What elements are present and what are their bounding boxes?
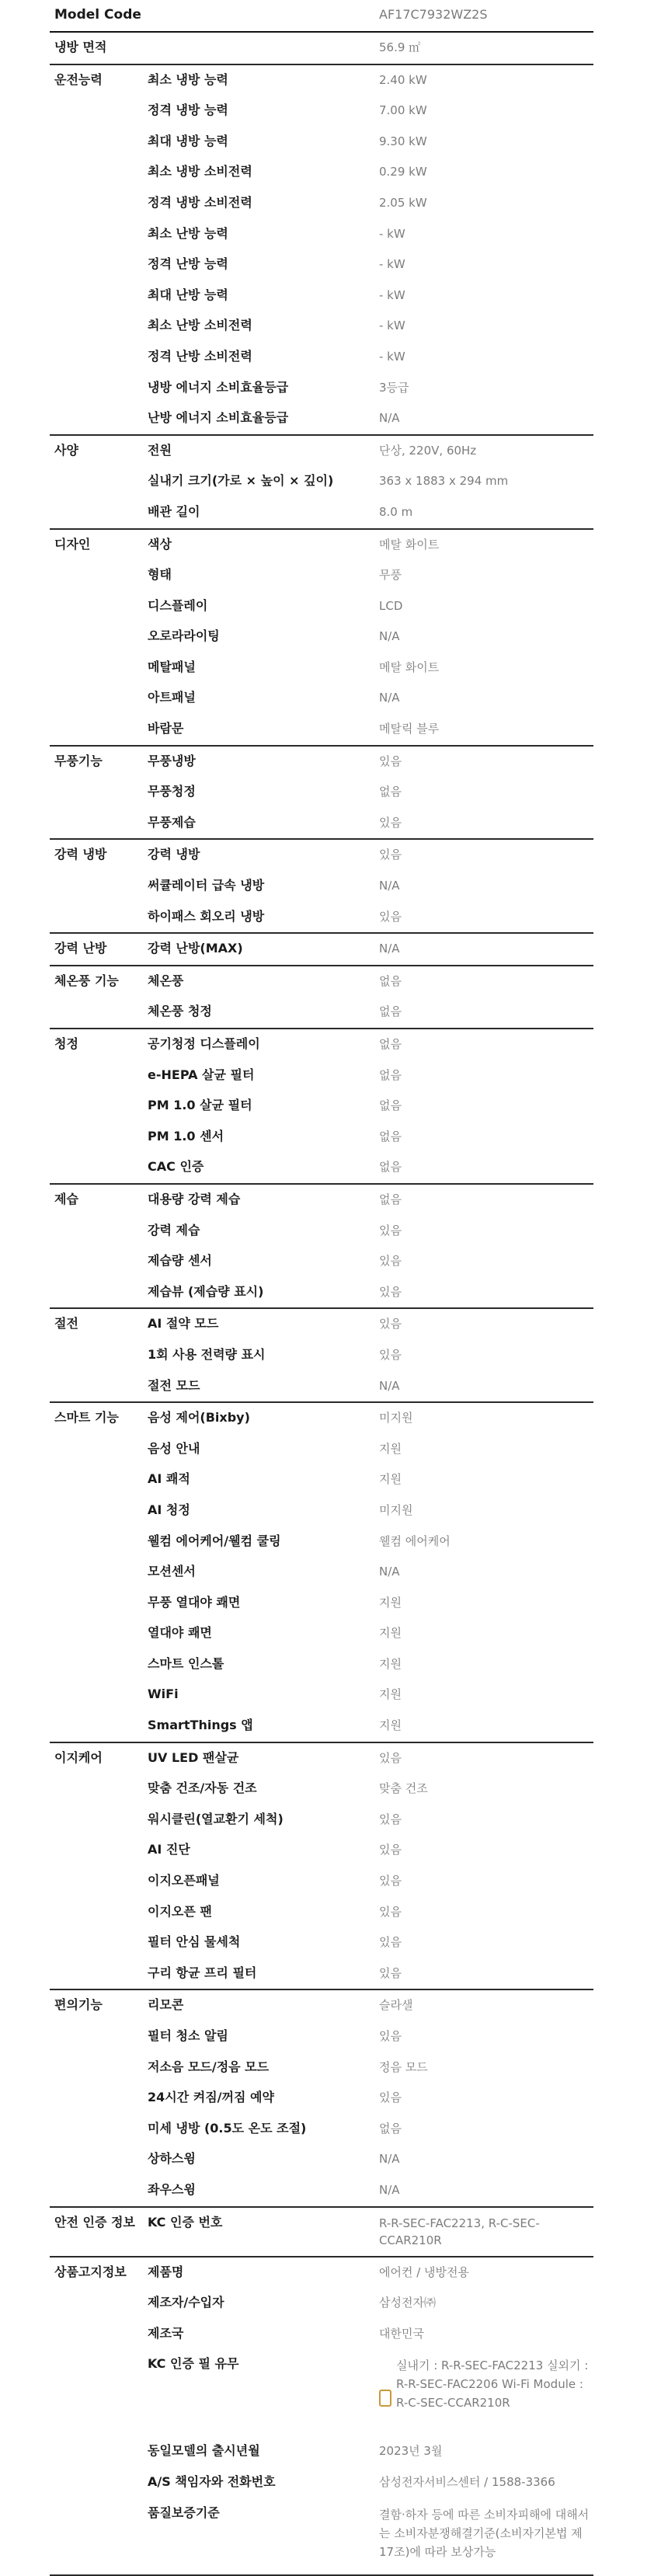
section-label: 강력 냉방: [54, 847, 107, 862]
spec-row: [148, 219, 593, 250]
spec-section: [50, 530, 593, 747]
spec-value: 지원: [379, 1656, 402, 1671]
spec-value: 지원: [379, 1472, 402, 1487]
spec-section: [50, 747, 593, 841]
spec-row: [148, 2349, 593, 2436]
spec-value: - kW: [379, 319, 405, 333]
spec-row: [148, 1185, 593, 1216]
spec-key: 체온풍 청정: [148, 1004, 212, 1019]
spec-value: LCD: [379, 598, 403, 613]
spec-row: [148, 1340, 593, 1371]
spec-row: [148, 1216, 593, 1247]
spec-row: [148, 2144, 593, 2175]
spec-value: 있음: [379, 1874, 402, 1888]
spec-key: 스마트 인스톨: [148, 1655, 224, 1671]
spec-row: [148, 1403, 593, 1434]
spec-value: - kW: [379, 287, 405, 302]
spec-value: N/A: [379, 942, 400, 956]
spec-value: 있음: [379, 1317, 402, 1332]
spec-value: N/A: [379, 1378, 400, 1393]
spec-key: 배관 길이: [148, 503, 200, 519]
spec-value: 있음: [379, 1254, 402, 1269]
spec-key: 저소음 모드/정음 모드: [148, 2059, 270, 2074]
spec-value: 있음: [379, 1223, 402, 1238]
spec-row: [148, 497, 593, 528]
spec-row: [148, 1526, 593, 1558]
spec-row: [148, 2257, 593, 2289]
spec-section: [50, 1743, 593, 1991]
spec-value: 있음: [379, 2029, 402, 2043]
spec-key: 하이패스 회오리 냉방: [148, 908, 265, 924]
spec-value: 없음: [379, 2121, 402, 2136]
spec-value: 미지원: [379, 1502, 413, 1517]
spec-row: [148, 1029, 593, 1060]
spec-row: [148, 934, 593, 965]
spec-section: [50, 1309, 593, 1403]
spec-key: AI 진단: [148, 1842, 190, 1857]
spec-row: [148, 1371, 593, 1402]
spec-section: [50, 934, 593, 966]
spec-key: 체온풍: [148, 973, 184, 988]
spec-key: 최대 냉방 능력: [148, 133, 228, 148]
spec-value: 없음: [379, 1192, 402, 1206]
spec-value: 2.40 kW: [379, 72, 427, 87]
section-label: 강력 난방: [54, 941, 107, 956]
spec-section: [50, 840, 593, 934]
spec-key: 정격 냉방 소비전력: [148, 194, 252, 210]
spec-value: 8.0 m: [379, 504, 413, 519]
spec-key: 품질보증기준: [148, 2505, 220, 2520]
spec-section: [50, 65, 593, 436]
spec-row: [148, 1434, 593, 1465]
spec-value: N/A: [379, 629, 400, 644]
spec-row: [148, 1958, 593, 1989]
spec-row: [148, 530, 593, 561]
spec-row: [148, 966, 593, 997]
section-label: 절전: [54, 1316, 78, 1332]
spec-key: AI 쾌적: [148, 1471, 190, 1487]
section-label: 제습: [54, 1191, 78, 1206]
spec-key: 최소 난방 능력: [148, 225, 228, 241]
spec-value: 결함·하자 등에 따른 소비자피해에 대해서는 소비자분쟁해결기준(소비자기본법 제17조)에 따라 보상가능: [379, 2507, 590, 2559]
spec-value: 있음: [379, 1843, 402, 1857]
section-label: 디자인: [54, 536, 91, 552]
spec-key: 정격 난방 소비전력: [148, 348, 252, 364]
spec-row: [148, 1835, 593, 1866]
spec-key: 제조자/수입자: [148, 2295, 224, 2310]
spec-value: N/A: [379, 411, 400, 426]
section-label: 운전능력: [54, 71, 103, 87]
spec-key: PM 1.0 센서: [148, 1128, 224, 1144]
spec-key: 워시클린(열교환기 세척): [148, 1811, 284, 1826]
spec-section: [50, 2208, 593, 2257]
spec-key: 모션센서: [148, 1564, 196, 1579]
spec-key: 24시간 켜짐/꺼짐 예약: [148, 2090, 274, 2105]
section-label: 무풍기능: [54, 753, 103, 768]
spec-value: 없음: [379, 1098, 402, 1113]
spec-row: [148, 747, 593, 778]
spec-key: 무풍 열대야 쾌면: [148, 1594, 241, 1610]
spec-key: 냉방 에너지 소비효율등급: [148, 379, 289, 395]
spec-row: [148, 1866, 593, 1897]
spec-value: 없음: [379, 1160, 402, 1175]
spec-row: [148, 2467, 593, 2498]
spec-key: 맞춤 건조/자동 건조: [148, 1781, 257, 1796]
spec-row: [148, 1495, 593, 1526]
spec-key: 절전 모드: [148, 1377, 200, 1393]
spec-row: [148, 902, 593, 933]
spec-value: 있음: [379, 1750, 402, 1765]
spec-key: AI 절약 모드: [148, 1316, 219, 1332]
spec-key: KC 인증 필 유무: [148, 2356, 239, 2372]
section-label: 이지케어: [54, 1749, 103, 1765]
spec-key: CAC 인증: [148, 1159, 204, 1175]
spec-section: [50, 1403, 593, 1743]
spec-row: [148, 871, 593, 902]
spec-key: 메탈패널: [148, 659, 196, 674]
spec-row: [148, 777, 593, 808]
spec-key: 제습뷰 (제습량 표시): [148, 1283, 264, 1299]
spec-key: 전원: [148, 442, 172, 458]
spec-value: 2023년 3월: [379, 2444, 443, 2459]
spec-value: 맞춤 건조: [379, 1781, 428, 1796]
spec-value: 없음: [379, 1067, 402, 1082]
spec-row: [148, 280, 593, 312]
spec-key: 아트패널: [148, 690, 196, 705]
spec-key: 최소 냉방 능력: [148, 71, 228, 87]
section-label: 체온풍 기능: [54, 973, 119, 988]
spec-key: 상하스윙: [148, 2151, 196, 2167]
section-label: 사양: [54, 442, 78, 458]
spec-key: 실내기 크기(가로 × 높이 × 깊이): [148, 473, 334, 489]
spec-value: 웰컴 에어케어: [379, 1533, 451, 1548]
spec-row: [148, 342, 593, 373]
spec-key: AI 청정: [148, 1502, 190, 1517]
spec-value: 3등급: [379, 380, 409, 395]
spec-key: 최대 난방 능력: [148, 287, 228, 302]
spec-row: [148, 249, 593, 280]
spec-value: 있음: [379, 1347, 402, 1362]
spec-row: [148, 33, 593, 64]
spec-key: KC 인증 번호: [148, 2214, 223, 2230]
spec-key: A/S 책임자와 전화번호: [148, 2473, 276, 2489]
spec-key: 최소 냉방 소비전력: [148, 164, 252, 179]
spec-section: [50, 2257, 593, 2576]
spec-section: [50, 1185, 593, 1309]
spec-key: 대용량 강력 제습: [148, 1191, 241, 1206]
spec-value: 지원: [379, 1595, 402, 1610]
spec-key: 색상: [148, 536, 172, 552]
spec-row: [148, 1246, 593, 1277]
spec-row: [148, 621, 593, 653]
spec-key: SmartThings 앱: [148, 1718, 253, 1733]
spec-row: [148, 127, 593, 158]
spec-row: [148, 1649, 593, 1680]
model-code-row: [50, 0, 593, 33]
model-code-label: Model Code: [54, 7, 141, 23]
section-label: 편의기능: [54, 1997, 103, 2013]
spec-key: 제품명: [148, 2264, 184, 2279]
spec-row: [148, 1122, 593, 1153]
spec-key: WiFi: [148, 1687, 179, 1702]
spec-key: 공기청정 디스플레이: [148, 1036, 260, 1051]
spec-value: 있음: [379, 1904, 402, 1919]
spec-value: 있음: [379, 2090, 402, 2105]
spec-section: [50, 33, 593, 65]
spec-value: 슬라샐: [379, 1998, 413, 2013]
spec-value: 있음: [379, 1284, 402, 1299]
spec-key: 리모콘: [148, 1997, 184, 2013]
spec-key: 이지오픈 팬: [148, 1903, 212, 1919]
spec-key: 제조국: [148, 2325, 184, 2341]
spec-value: 있음: [379, 754, 402, 768]
spec-value: 삼성전자서비스센터 / 1588-3366: [379, 2474, 555, 2489]
section-label: 청정: [54, 1036, 78, 1051]
spec-row: [148, 560, 593, 591]
spec-key: 정격 난방 능력: [148, 256, 228, 272]
spec-key: 동일모델의 출시년월: [148, 2443, 260, 2459]
spec-value: 56.9 ㎡: [379, 40, 421, 54]
spec-key: 무풍냉방: [148, 753, 196, 768]
spec-row: [148, 808, 593, 839]
spec-row: [148, 683, 593, 714]
spec-value: 지원: [379, 1718, 402, 1733]
spec-value: N/A: [379, 879, 400, 893]
spec-row: [148, 1618, 593, 1649]
spec-row: [148, 2114, 593, 2145]
spec-value: 없음: [379, 785, 402, 799]
spec-value: - kW: [379, 349, 405, 364]
spec-value: 2.05 kW: [379, 195, 427, 210]
spec-row: [148, 714, 593, 745]
spec-key: 써큘레이터 급속 냉방: [148, 878, 265, 893]
spec-value: 정음 모드: [379, 2059, 428, 2074]
spec-row: [148, 1309, 593, 1340]
spec-row: [148, 2052, 593, 2083]
spec-value: 지원: [379, 1687, 402, 1702]
spec-value: 없음: [379, 1004, 402, 1019]
spec-row: [148, 373, 593, 404]
spec-row: [148, 1152, 593, 1183]
spec-key: 무풍제습: [148, 814, 196, 830]
spec-value: 메탈 화이트: [379, 660, 440, 674]
spec-row: [148, 436, 593, 467]
spec-value: 없음: [379, 973, 402, 988]
spec-row: [148, 1464, 593, 1495]
spec-row: [148, 1680, 593, 1711]
spec-value: 있음: [379, 1812, 402, 1826]
spec-value: 있음: [379, 848, 402, 862]
spec-value: 단상, 220V, 60Hz: [379, 443, 477, 458]
spec-row: [148, 1277, 593, 1308]
spec-key: 형태: [148, 567, 172, 583]
section-label: 상품고지정보: [54, 2264, 127, 2279]
spec-row: [148, 1927, 593, 1958]
spec-value: 있음: [379, 1965, 402, 1980]
spec-value: 7.00 kW: [379, 103, 427, 118]
spec-row: [148, 2436, 593, 2467]
spec-key: PM 1.0 살균 필터: [148, 1098, 252, 1113]
spec-row: [148, 1091, 593, 1122]
spec-row: [148, 188, 593, 219]
spec-row: [148, 311, 593, 342]
spec-row: [148, 157, 593, 188]
section-label: 냉방 면적: [54, 40, 107, 54]
spec-row: [148, 2319, 593, 2350]
spec-key: 강력 난방(MAX): [148, 941, 243, 956]
spec-row: [148, 1805, 593, 1836]
spec-section: [50, 436, 593, 530]
spec-section: [50, 1029, 593, 1185]
spec-key: 강력 냉방: [148, 847, 200, 862]
spec-value: - kW: [379, 257, 405, 272]
spec-row: [148, 1897, 593, 1928]
spec-key: 오로라라이팅: [148, 628, 220, 644]
spec-value: - kW: [379, 226, 405, 241]
spec-value: N/A: [379, 691, 400, 705]
spec-row: [148, 1743, 593, 1774]
spec-row: [148, 2208, 593, 2256]
spec-row: [148, 1060, 593, 1091]
spec-key: 음성 안내: [148, 1440, 200, 1456]
spec-value: N/A: [379, 2152, 400, 2167]
spec-key: 좌우스윙: [148, 2181, 196, 2197]
spec-value: 없음: [379, 1129, 402, 1144]
spec-key: 난방 에너지 소비효율등급: [148, 410, 289, 426]
spec-key: 디스플레이: [148, 597, 208, 613]
spec-key: 무풍청정: [148, 784, 196, 799]
spec-value: 미지원: [379, 1411, 413, 1426]
spec-key: 1회 사용 전력량 표시: [148, 1346, 266, 1362]
spec-value: 무풍: [379, 568, 402, 583]
spec-value: 있음: [379, 909, 402, 924]
spec-row: [148, 1711, 593, 1742]
kc-mark-icon: [379, 2390, 391, 2407]
spec-row: [148, 1990, 593, 2021]
spec-key: UV LED 팬살균: [148, 1749, 239, 1765]
spec-key: 필터 청소 알림: [148, 2028, 228, 2043]
spec-key: 바람문: [148, 721, 184, 736]
spec-value: 메탈릭 블루: [379, 722, 440, 736]
spec-row: [148, 466, 593, 497]
spec-value: 363 x 1883 x 294 mm: [379, 474, 509, 489]
spec-value: 지원: [379, 1441, 402, 1456]
spec-row: [148, 997, 593, 1028]
spec-key: 구리 항균 프리 필터: [148, 1965, 257, 1980]
spec-key: 미세 냉방 (0.5도 온도 조절): [148, 2120, 307, 2136]
spec-key: 이지오픈패널: [148, 1873, 220, 1888]
spec-key: 정격 냉방 능력: [148, 103, 228, 118]
spec-row: [148, 96, 593, 127]
spec-key: 음성 제어(Bixby): [148, 1410, 250, 1426]
spec-value: 있음: [379, 1935, 402, 1950]
spec-value: 있음: [379, 815, 402, 830]
spec-row: [148, 653, 593, 684]
spec-value: 실내기 : R-R-SEC-FAC2213 실외기 : R-R-SEC-FAC2206 Wi-Fi Module : R-C-SEC-CCAR210R: [396, 2358, 589, 2411]
spec-value: 지원: [379, 1626, 402, 1641]
spec-section: [50, 966, 593, 1029]
spec-value: 삼성전자㈜: [379, 2296, 436, 2310]
spec-row: [148, 2021, 593, 2052]
spec-row: [148, 591, 593, 622]
section-label: 스마트 기능: [54, 1410, 119, 1426]
spec-row: [148, 2288, 593, 2319]
spec-key: e-HEPA 살균 필터: [148, 1067, 255, 1082]
spec-row: [148, 65, 593, 96]
spec-value: 0.29 kW: [379, 165, 427, 179]
spec-section: [50, 1990, 593, 2207]
spec-row: [148, 1588, 593, 1619]
spec-value: 없음: [379, 1037, 402, 1051]
spec-value: N/A: [379, 1565, 400, 1579]
spec-row: [148, 840, 593, 871]
section-label: 안전 인증 정보: [54, 2214, 135, 2230]
spec-key: 최소 난방 소비전력: [148, 318, 252, 333]
spec-value: 에어컨 / 냉방전용: [379, 2264, 470, 2279]
spec-row: [148, 1774, 593, 1805]
spec-row: [148, 2083, 593, 2114]
spec-key: 제습량 센서: [148, 1253, 212, 1269]
spec-row: [148, 2498, 593, 2574]
spec-key: 웰컴 에어케어/웰컴 쿨링: [148, 1533, 281, 1548]
spec-key: 강력 제습: [148, 1222, 200, 1238]
model-code-value: AF17C7932WZ2S: [379, 7, 488, 22]
spec-key: 열대야 쾌면: [148, 1625, 212, 1641]
spec-row: [148, 1557, 593, 1588]
spec-value: 9.30 kW: [379, 134, 427, 148]
spec-row: [148, 403, 593, 434]
spec-row: [148, 2175, 593, 2206]
spec-table: [50, 33, 593, 2576]
spec-key: 필터 안심 물세척: [148, 1934, 241, 1950]
spec-value: 대한민국: [379, 2326, 424, 2341]
spec-value: N/A: [379, 2182, 400, 2197]
spec-value: R-R-SEC-FAC2213, R-C-SEC-CCAR210R: [379, 2216, 540, 2247]
spec-value: 메탈 화이트: [379, 537, 440, 552]
